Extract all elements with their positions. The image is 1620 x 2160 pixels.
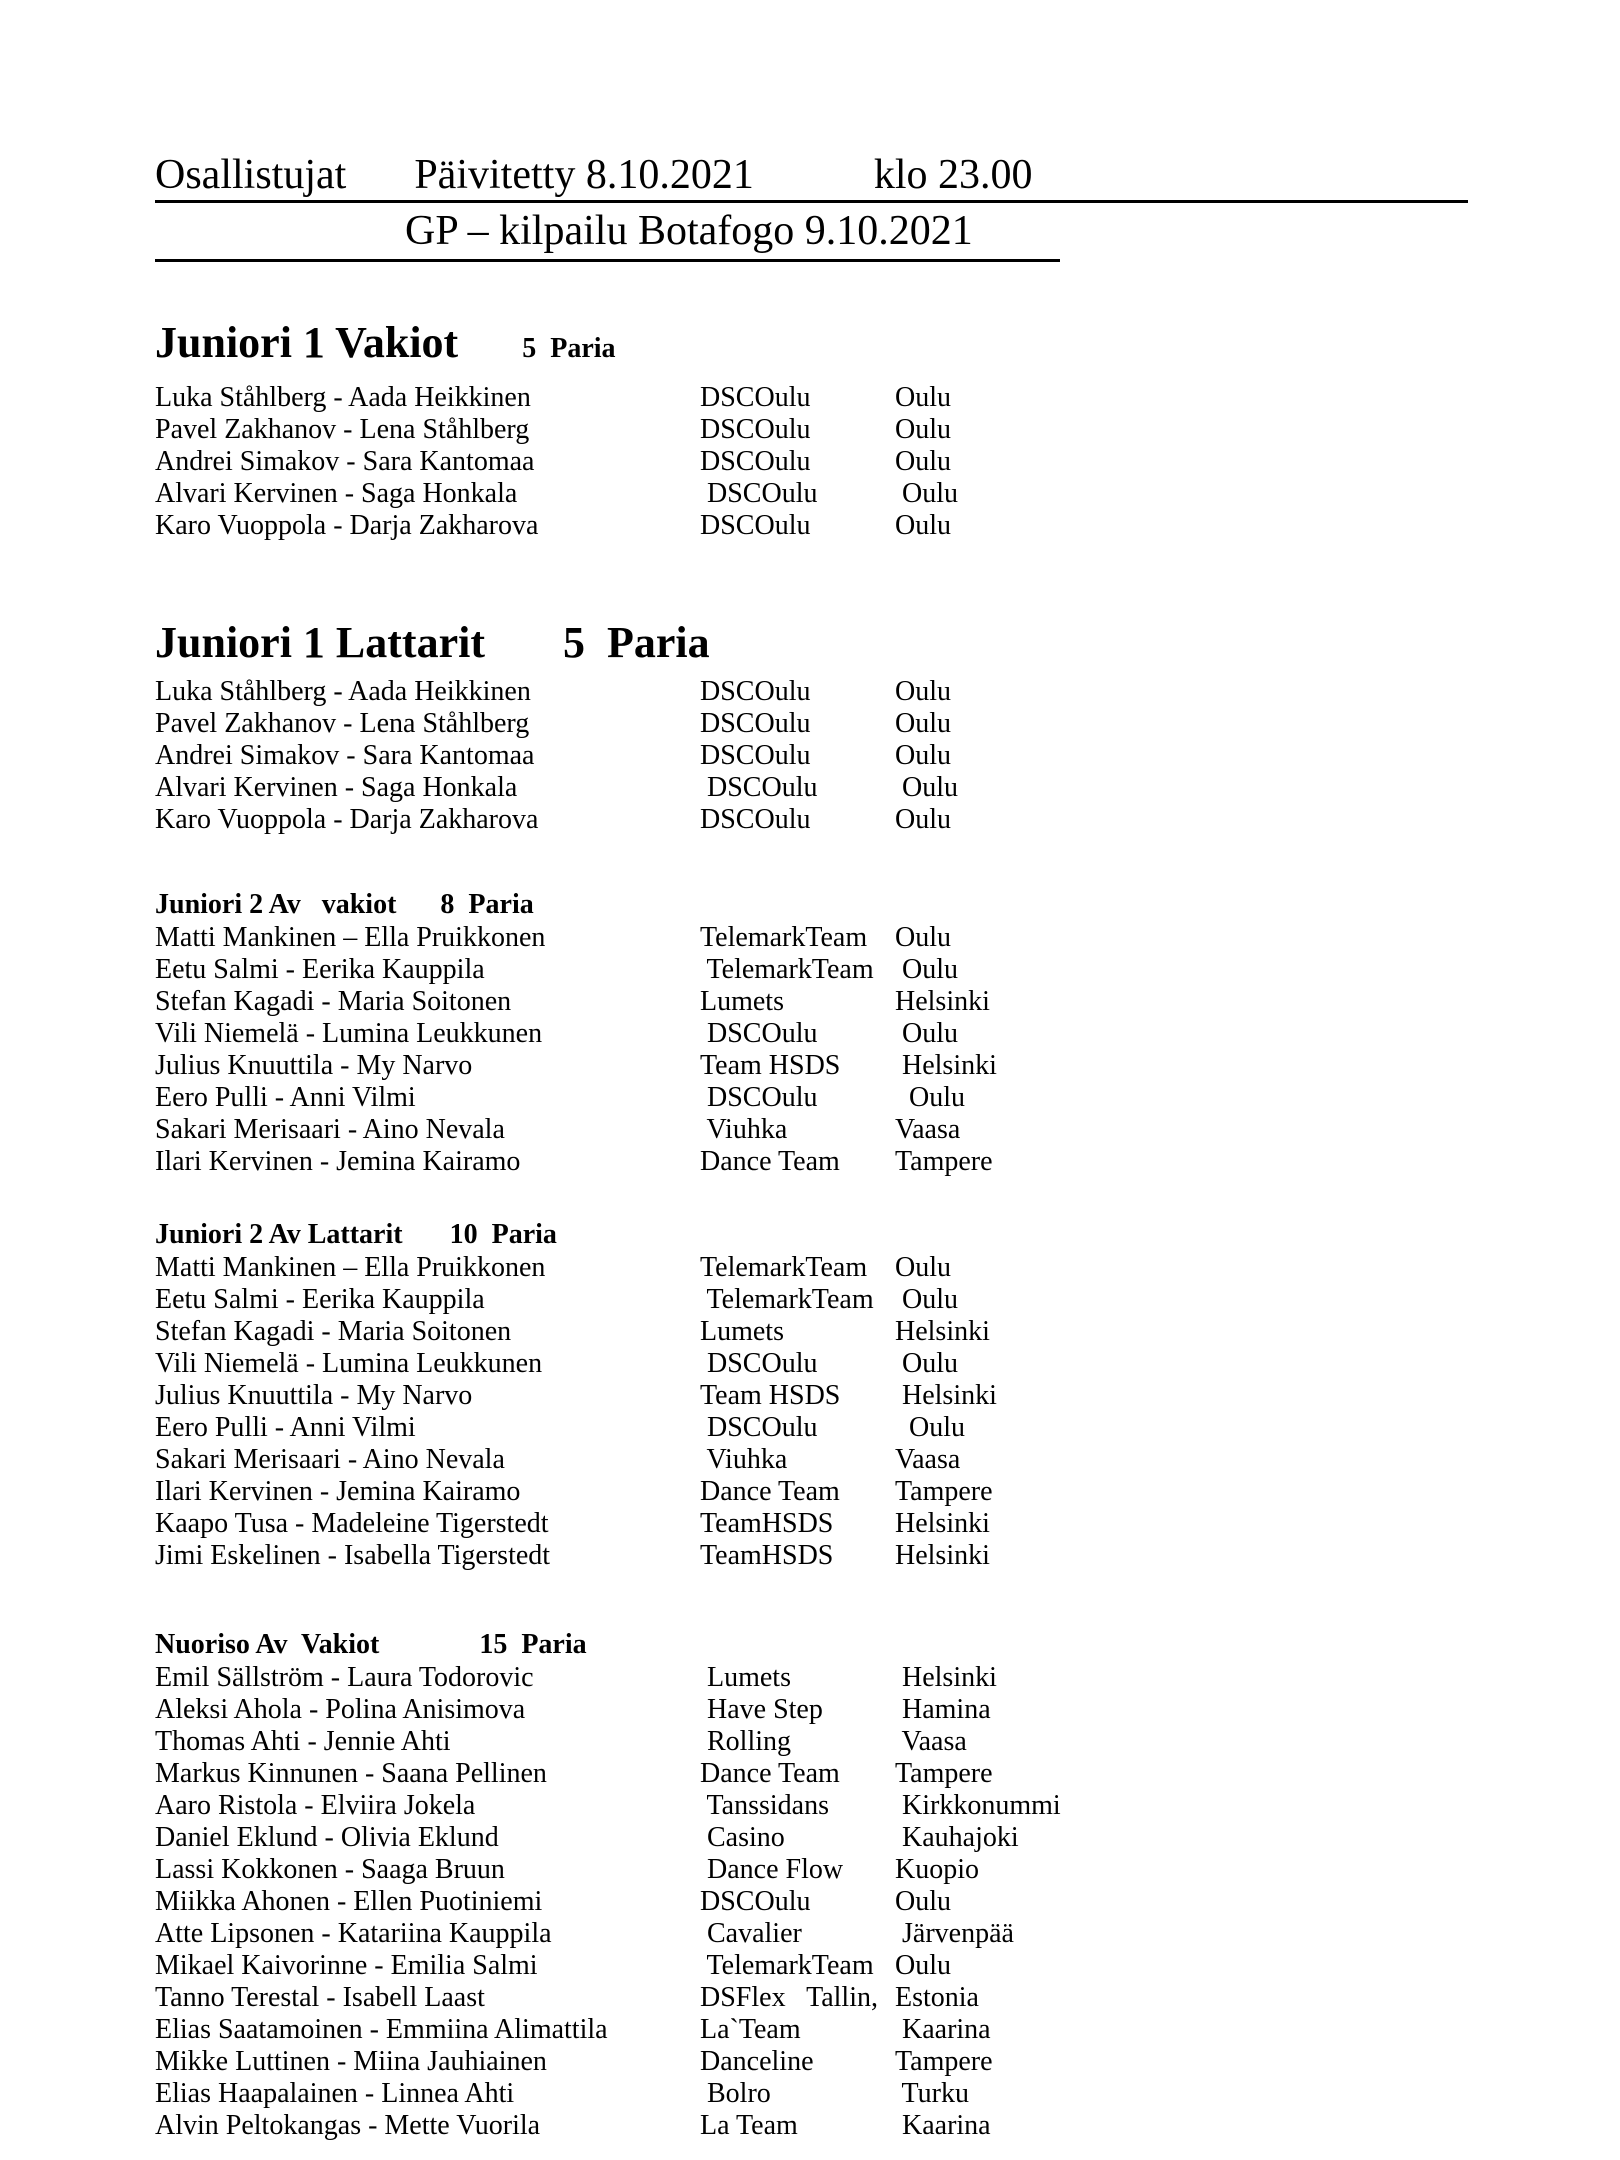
city-name: Estonia	[895, 1982, 979, 2013]
pair-row	[155, 446, 1620, 478]
club-name: TelemarkTeam	[700, 1950, 874, 1981]
pair-names: Eero Pulli - Anni Vilmi	[155, 1082, 416, 1113]
city-name: Kirkkonummi	[895, 1790, 1061, 1821]
club-name: DSCOulu	[700, 676, 811, 707]
club-name: DSCOulu	[700, 1082, 818, 1113]
pair-row	[155, 1114, 1620, 1146]
pair-names: Pavel Zakhanov - Lena Ståhlberg	[155, 708, 530, 739]
pair-row	[155, 986, 1620, 1018]
section-heading	[155, 888, 1620, 922]
city-name: Oulu	[895, 1284, 958, 1315]
city-name: Helsinki	[895, 1508, 990, 1539]
pair-names: Stefan Kagadi - Maria Soitonen	[155, 986, 512, 1017]
pair-row	[155, 414, 1620, 446]
pair-names: Matti Mankinen – Ella Pruikkonen	[155, 922, 546, 953]
city-name: Oulu	[895, 414, 951, 445]
section-heading	[155, 1628, 1620, 1662]
pair-row	[155, 1540, 1620, 1572]
section-heading	[155, 616, 1620, 670]
city-name: Oulu	[895, 740, 951, 771]
section-rows	[155, 1252, 1620, 1572]
club-name: DSFlex Tallin,	[700, 1982, 878, 2013]
pair-row	[155, 510, 1620, 542]
pair-names: Elias Saatamoinen - Emmiina Alimattila	[155, 2014, 608, 2045]
pair-names: Lassi Kokkonen - Saaga Bruun	[155, 1854, 505, 1885]
pair-row	[155, 1726, 1620, 1758]
city-name: Järvenpää	[895, 1918, 1014, 1949]
pair-row	[155, 1082, 1620, 1114]
pair-names: Daniel Eklund - Olivia Eklund	[155, 1822, 499, 1853]
club-name: Lumets	[700, 986, 784, 1017]
pair-names: Eero Pulli - Anni Vilmi	[155, 1412, 416, 1443]
club-name: La Team	[700, 2110, 798, 2141]
city-name: Oulu	[895, 676, 951, 707]
pair-row	[155, 1316, 1620, 1348]
city-name: Helsinki	[895, 1662, 997, 1693]
section-heading	[155, 1218, 1620, 1252]
club-name: Dance Flow	[700, 1854, 844, 1885]
pair-row	[155, 1284, 1620, 1316]
pair-names: Pavel Zakhanov - Lena Ståhlberg	[155, 414, 530, 445]
pair-names: Karo Vuoppola - Darja Zakharova	[155, 510, 539, 541]
club-name: DSCOulu	[700, 478, 818, 509]
city-name: Kauhajoki	[895, 1822, 1019, 1853]
section	[155, 1218, 1620, 1572]
pair-row	[155, 1790, 1620, 1822]
pair-names: Stefan Kagadi - Maria Soitonen	[155, 1316, 512, 1347]
club-name: TelemarkTeam	[700, 1252, 868, 1283]
pair-names: Ilari Kervinen - Jemina Kairamo	[155, 1146, 521, 1177]
pair-row	[155, 478, 1620, 510]
club-name: TelemarkTeam	[700, 954, 874, 985]
city-name: Oulu	[895, 804, 951, 835]
document-header	[155, 150, 1620, 262]
city-name: Oulu	[895, 708, 951, 739]
pair-row	[155, 804, 1620, 836]
club-name: DSCOulu	[700, 414, 811, 445]
club-name: Viuhka	[700, 1444, 788, 1475]
pair-row	[155, 1412, 1620, 1444]
pair-names: Aleksi Ahola - Polina Anisimova	[155, 1694, 526, 1725]
pair-names: Alvari Kervinen - Saga Honkala	[155, 772, 518, 803]
pair-names: Aaro Ristola - Elviira Jokela	[155, 1790, 476, 1821]
city-name: Vaasa	[895, 1114, 961, 1145]
pair-row	[155, 708, 1620, 740]
club-name: Team HSDS	[700, 1050, 841, 1081]
title-line	[155, 150, 1468, 203]
pair-names: Elias Haapalainen - Linnea Ahti	[155, 2078, 515, 2109]
city-name: Helsinki	[895, 1050, 997, 1081]
club-name: Dance Team	[700, 1146, 840, 1177]
section-heading	[155, 316, 1620, 376]
city-name: Helsinki	[895, 1380, 997, 1411]
city-name: Oulu	[895, 1950, 951, 1981]
section-pair-count: 8 Paria	[440, 889, 534, 920]
pair-row	[155, 1822, 1620, 1854]
pair-row	[155, 1950, 1620, 1982]
pair-names: Sakari Merisaari - Aino Nevala	[155, 1114, 505, 1145]
section	[155, 316, 1620, 542]
updated-time: klo 23.00	[873, 152, 1033, 198]
club-name: DSCOulu	[700, 446, 811, 477]
city-name: Vaasa	[895, 1726, 967, 1757]
city-name: Oulu	[895, 510, 951, 541]
club-name: DSCOulu	[700, 1348, 818, 1379]
club-name: DSCOulu	[700, 1018, 818, 1049]
pair-row	[155, 1348, 1620, 1380]
pair-names: Mikke Luttinen - Miina Jauhiainen	[155, 2046, 547, 2077]
pair-row	[155, 740, 1620, 772]
city-name: Helsinki	[895, 1540, 990, 1571]
pair-row	[155, 772, 1620, 804]
doc-title: Osallistujat	[155, 152, 347, 198]
section-rows	[155, 922, 1620, 1178]
section-title: Juniori 2 Av Lattarit	[155, 1219, 403, 1250]
section-pair-count: 5 Paria	[562, 618, 710, 667]
section-rows	[155, 1662, 1620, 2142]
club-name: DSCOulu	[700, 708, 811, 739]
subtitle-line	[155, 203, 1060, 262]
section-rows	[155, 676, 1620, 836]
pair-row	[155, 1508, 1620, 1540]
section-rows	[155, 382, 1620, 542]
pair-row	[155, 1380, 1620, 1412]
city-name: Hamina	[895, 1694, 991, 1725]
city-name: Vaasa	[895, 1444, 961, 1475]
updated-date: Päivitetty 8.10.2021	[414, 152, 754, 198]
city-name: Oulu	[895, 1348, 958, 1379]
pair-names: Julius Knuuttila - My Narvo	[155, 1050, 473, 1081]
pair-row	[155, 1662, 1620, 1694]
club-name: Casino	[700, 1822, 785, 1853]
pair-names: Vili Niemelä - Lumina Leukkunen	[155, 1348, 543, 1379]
pair-names: Jimi Eskelinen - Isabella Tigerstedt	[155, 1540, 551, 1571]
section-title: Juniori 1 Lattarit	[155, 618, 485, 667]
club-name: DSCOulu	[700, 772, 818, 803]
club-name: Rolling	[700, 1726, 792, 1757]
section	[155, 888, 1620, 1178]
pair-row	[155, 1146, 1620, 1178]
pair-names: Emil Sällström - Laura Todorovic	[155, 1662, 534, 1693]
city-name: Kaarina	[895, 2014, 991, 2045]
club-name: Have Step	[700, 1694, 823, 1725]
section	[155, 1628, 1620, 2142]
pair-row	[155, 1694, 1620, 1726]
pair-names: Tanno Terestal - Isabell Laast	[155, 1982, 485, 2013]
pair-row	[155, 1918, 1620, 1950]
club-name: DSCOulu	[700, 1412, 818, 1443]
club-name: Cavalier	[700, 1918, 802, 1949]
pair-row	[155, 1444, 1620, 1476]
pair-row	[155, 1982, 1620, 2014]
club-name: TelemarkTeam	[700, 922, 868, 953]
pair-names: Karo Vuoppola - Darja Zakharova	[155, 804, 539, 835]
pair-names: Miikka Ahonen - Ellen Puotiniemi	[155, 1886, 543, 1917]
pair-row	[155, 382, 1620, 414]
pair-names: Ilari Kervinen - Jemina Kairamo	[155, 1476, 521, 1507]
city-name: Oulu	[895, 1886, 951, 1917]
city-name: Oulu	[895, 382, 951, 413]
club-name: La`Team	[700, 2014, 801, 2045]
section-title: Juniori 1 Vakiot	[155, 318, 459, 367]
pair-names: Thomas Ahti - Jennie Ahti	[155, 1726, 451, 1757]
club-name: DSCOulu	[700, 1886, 811, 1917]
city-name: Helsinki	[895, 986, 990, 1017]
pair-names: Matti Mankinen – Ella Pruikkonen	[155, 1252, 546, 1283]
pair-names: Vili Niemelä - Lumina Leukkunen	[155, 1018, 543, 1049]
city-name: Oulu	[895, 1412, 965, 1443]
club-name: TeamHSDS	[700, 1540, 834, 1571]
section-pair-count: 10 Paria	[449, 1219, 557, 1250]
pair-names: Andrei Simakov - Sara Kantomaa	[155, 740, 535, 771]
pair-row	[155, 1758, 1620, 1790]
pair-row	[155, 954, 1620, 986]
pair-names: Julius Knuuttila - My Narvo	[155, 1380, 473, 1411]
city-name: Oulu	[895, 954, 958, 985]
pair-names: Alvari Kervinen - Saga Honkala	[155, 478, 518, 509]
pair-row	[155, 1018, 1620, 1050]
pair-row	[155, 1050, 1620, 1082]
pair-row	[155, 1476, 1620, 1508]
pair-names: Luka Ståhlberg - Aada Heikkinen	[155, 676, 531, 707]
city-name: Oulu	[895, 772, 958, 803]
city-name: Oulu	[895, 446, 951, 477]
pair-row	[155, 2046, 1620, 2078]
club-name: Lumets	[700, 1662, 791, 1693]
section-title: Juniori 2 Av vakiot	[155, 889, 397, 920]
pair-row	[155, 1252, 1620, 1284]
pair-row	[155, 676, 1620, 708]
club-name: DSCOulu	[700, 740, 811, 771]
city-name: Oulu	[895, 1252, 951, 1283]
pair-names: Luka Ståhlberg - Aada Heikkinen	[155, 382, 531, 413]
pair-names: Kaapo Tusa - Madeleine Tigerstedt	[155, 1508, 549, 1539]
club-name: Dance Team	[700, 1476, 840, 1507]
club-name: Lumets	[700, 1316, 784, 1347]
city-name: Tampere	[895, 2046, 993, 2077]
pair-names: Eetu Salmi - Eerika Kauppila	[155, 1284, 485, 1315]
pair-row	[155, 2014, 1620, 2046]
section	[155, 616, 1620, 836]
club-name: Dance Team	[700, 1758, 840, 1789]
city-name: Tampere	[895, 1758, 993, 1789]
city-name: Turku	[895, 2078, 969, 2109]
pair-names: Alvin Peltokangas - Mette Vuorila	[155, 2110, 541, 2141]
sections-container	[155, 316, 1620, 2142]
club-name: TelemarkTeam	[700, 1284, 874, 1315]
club-name: DSCOulu	[700, 804, 811, 835]
city-name: Kaarina	[895, 2110, 991, 2141]
city-name: Oulu	[895, 478, 958, 509]
section-pair-count: 5 Paria	[522, 333, 616, 364]
city-name: Helsinki	[895, 1316, 990, 1347]
pair-names: Markus Kinnunen - Saana Pellinen	[155, 1758, 547, 1789]
pair-names: Sakari Merisaari - Aino Nevala	[155, 1444, 505, 1475]
club-name: Tanssidans	[700, 1790, 829, 1821]
city-name: Oulu	[895, 1082, 965, 1113]
pair-names: Eetu Salmi - Eerika Kauppila	[155, 954, 485, 985]
pair-row	[155, 1854, 1620, 1886]
pair-row	[155, 2110, 1620, 2142]
pair-names: Mikael Kaivorinne - Emilia Salmi	[155, 1950, 538, 1981]
club-name: Danceline	[700, 2046, 814, 2077]
club-name: DSCOulu	[700, 510, 811, 541]
pair-row	[155, 1886, 1620, 1918]
club-name: Team HSDS	[700, 1380, 841, 1411]
city-name: Oulu	[895, 922, 951, 953]
club-name: Viuhka	[700, 1114, 788, 1145]
pair-row	[155, 922, 1620, 954]
club-name: DSCOulu	[700, 382, 811, 413]
pair-names: Atte Lipsonen - Katariina Kauppila	[155, 1918, 552, 1949]
city-name: Kuopio	[895, 1854, 979, 1885]
pair-names: Andrei Simakov - Sara Kantomaa	[155, 446, 535, 477]
section-pair-count: 15 Paria	[479, 1629, 587, 1660]
city-name: Tampere	[895, 1146, 993, 1177]
section-title: Nuoriso Av Vakiot	[155, 1629, 380, 1660]
club-name: Bolro	[700, 2078, 771, 2109]
city-name: Oulu	[895, 1018, 958, 1049]
city-name: Tampere	[895, 1476, 993, 1507]
competition-title: GP – kilpailu Botafogo 9.10.2021	[405, 208, 973, 254]
club-name: TeamHSDS	[700, 1508, 834, 1539]
pair-row	[155, 2078, 1620, 2110]
